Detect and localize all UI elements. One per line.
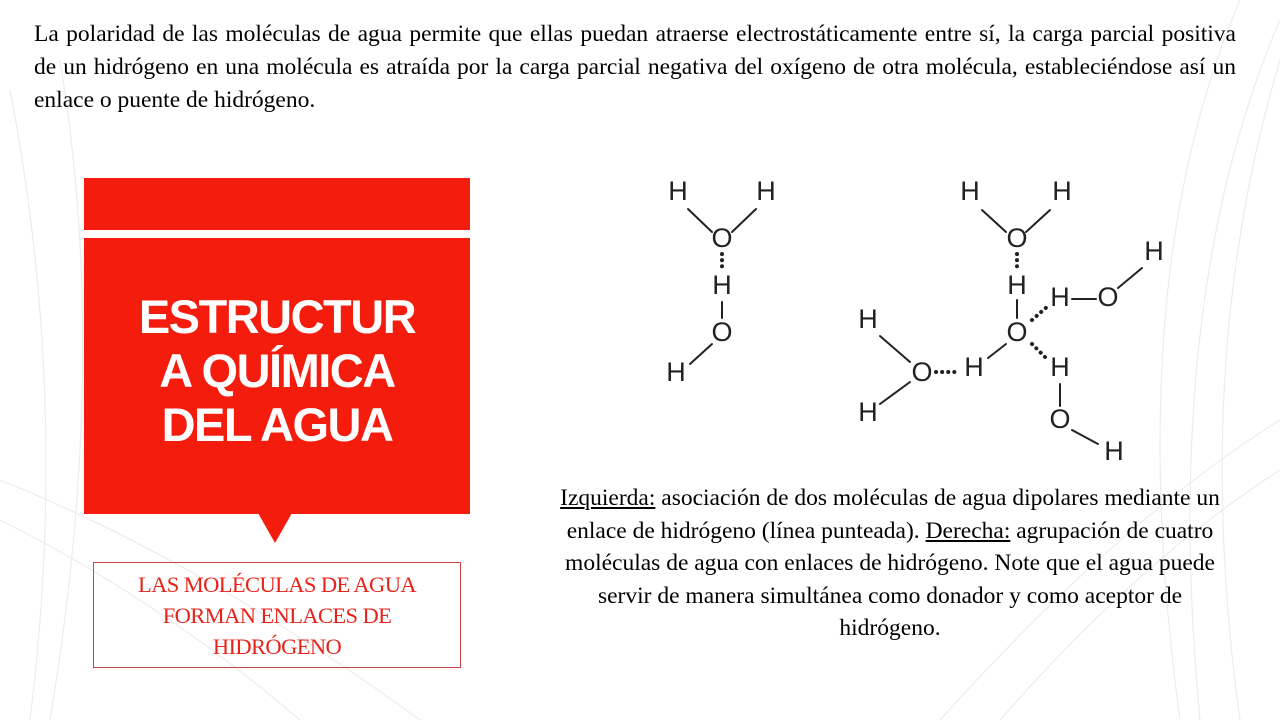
bond bbox=[982, 210, 1006, 232]
atom-hydrogen: H bbox=[858, 304, 878, 335]
atom-hydrogen: H bbox=[666, 357, 686, 388]
right-label: Derecha: bbox=[925, 517, 1011, 544]
intro-paragraph: La polaridad de las moléculas de agua permite que ellas puedan atraerse electrostáticamente entre sí, la carga parcial positiva de un hidrógeno en una molécula es atraída por la carga parcial negativa del oxígeno de otra molécula, estableciéndose así un enlace o puente de hidrógeno. bbox=[34, 21, 1236, 113]
atom-hydrogen: H bbox=[1007, 270, 1027, 301]
atom-hydrogen: H bbox=[858, 397, 878, 428]
atom-oxygen: O bbox=[711, 317, 733, 348]
caption-line-1: LAS MOLÉCULAS DE AGUA bbox=[137, 572, 417, 597]
diagram-description bbox=[552, 482, 1228, 645]
atom-hydrogen: H bbox=[1050, 352, 1070, 383]
atom-hydrogen: H bbox=[1144, 236, 1164, 267]
atom-hydrogen: H bbox=[1052, 176, 1072, 207]
atom-oxygen: O bbox=[911, 357, 933, 388]
atom-oxygen: O bbox=[1006, 223, 1028, 254]
title-line-1: ESTRUCTUR bbox=[138, 290, 416, 343]
hydrogen-bond bbox=[1032, 306, 1048, 320]
cluster-diagram bbox=[858, 176, 1164, 466]
bond bbox=[1026, 210, 1050, 232]
atom-oxygen: O bbox=[1049, 404, 1071, 435]
bond bbox=[688, 209, 712, 232]
atom-oxygen: O bbox=[1097, 282, 1119, 313]
caption-line-2: FORMAN ENLACES DE bbox=[162, 603, 392, 628]
left-label: Izquierda: bbox=[560, 485, 656, 511]
bond bbox=[988, 344, 1006, 358]
bond bbox=[732, 209, 756, 232]
atom-hydrogen: H bbox=[1050, 282, 1070, 313]
bond bbox=[880, 382, 910, 404]
left-description: asociación de dos moléculas de agua dipolares mediante un enlace de hidrógeno (línea punteada). bbox=[566, 485, 1220, 544]
caption-line-3: HIDRÓGENO bbox=[212, 634, 342, 659]
atom-hydrogen: H bbox=[756, 176, 776, 207]
bond bbox=[690, 344, 712, 364]
atom-hydrogen: H bbox=[668, 176, 688, 207]
title-line-2: A QUÍMICA bbox=[159, 344, 395, 397]
title-accent-bar bbox=[84, 178, 470, 230]
atom-hydrogen: H bbox=[960, 176, 980, 207]
atom-oxygen: O bbox=[1006, 317, 1028, 348]
title-panel-pointer bbox=[258, 513, 292, 543]
atom-hydrogen: H bbox=[964, 352, 984, 383]
slide-title bbox=[84, 290, 470, 452]
bond bbox=[1118, 268, 1142, 288]
atom-hydrogen: H bbox=[712, 270, 732, 301]
bond bbox=[880, 336, 910, 362]
bond bbox=[1072, 430, 1098, 444]
title-line-3: DEL AGUA bbox=[161, 398, 393, 451]
dimer-diagram bbox=[666, 176, 776, 387]
atom-oxygen: O bbox=[711, 223, 733, 254]
hydrogen-bond-diagram bbox=[640, 160, 1200, 480]
hydrogen-bond bbox=[1032, 344, 1046, 358]
caption-text bbox=[93, 569, 461, 662]
atom-hydrogen: H bbox=[1104, 436, 1124, 467]
right-description: agrupación de cuatro moléculas de agua con enlaces de hidrógeno. Note que el agua puede servir de manera simultánea como donador y como aceptor de hidrógeno. bbox=[565, 517, 1215, 641]
